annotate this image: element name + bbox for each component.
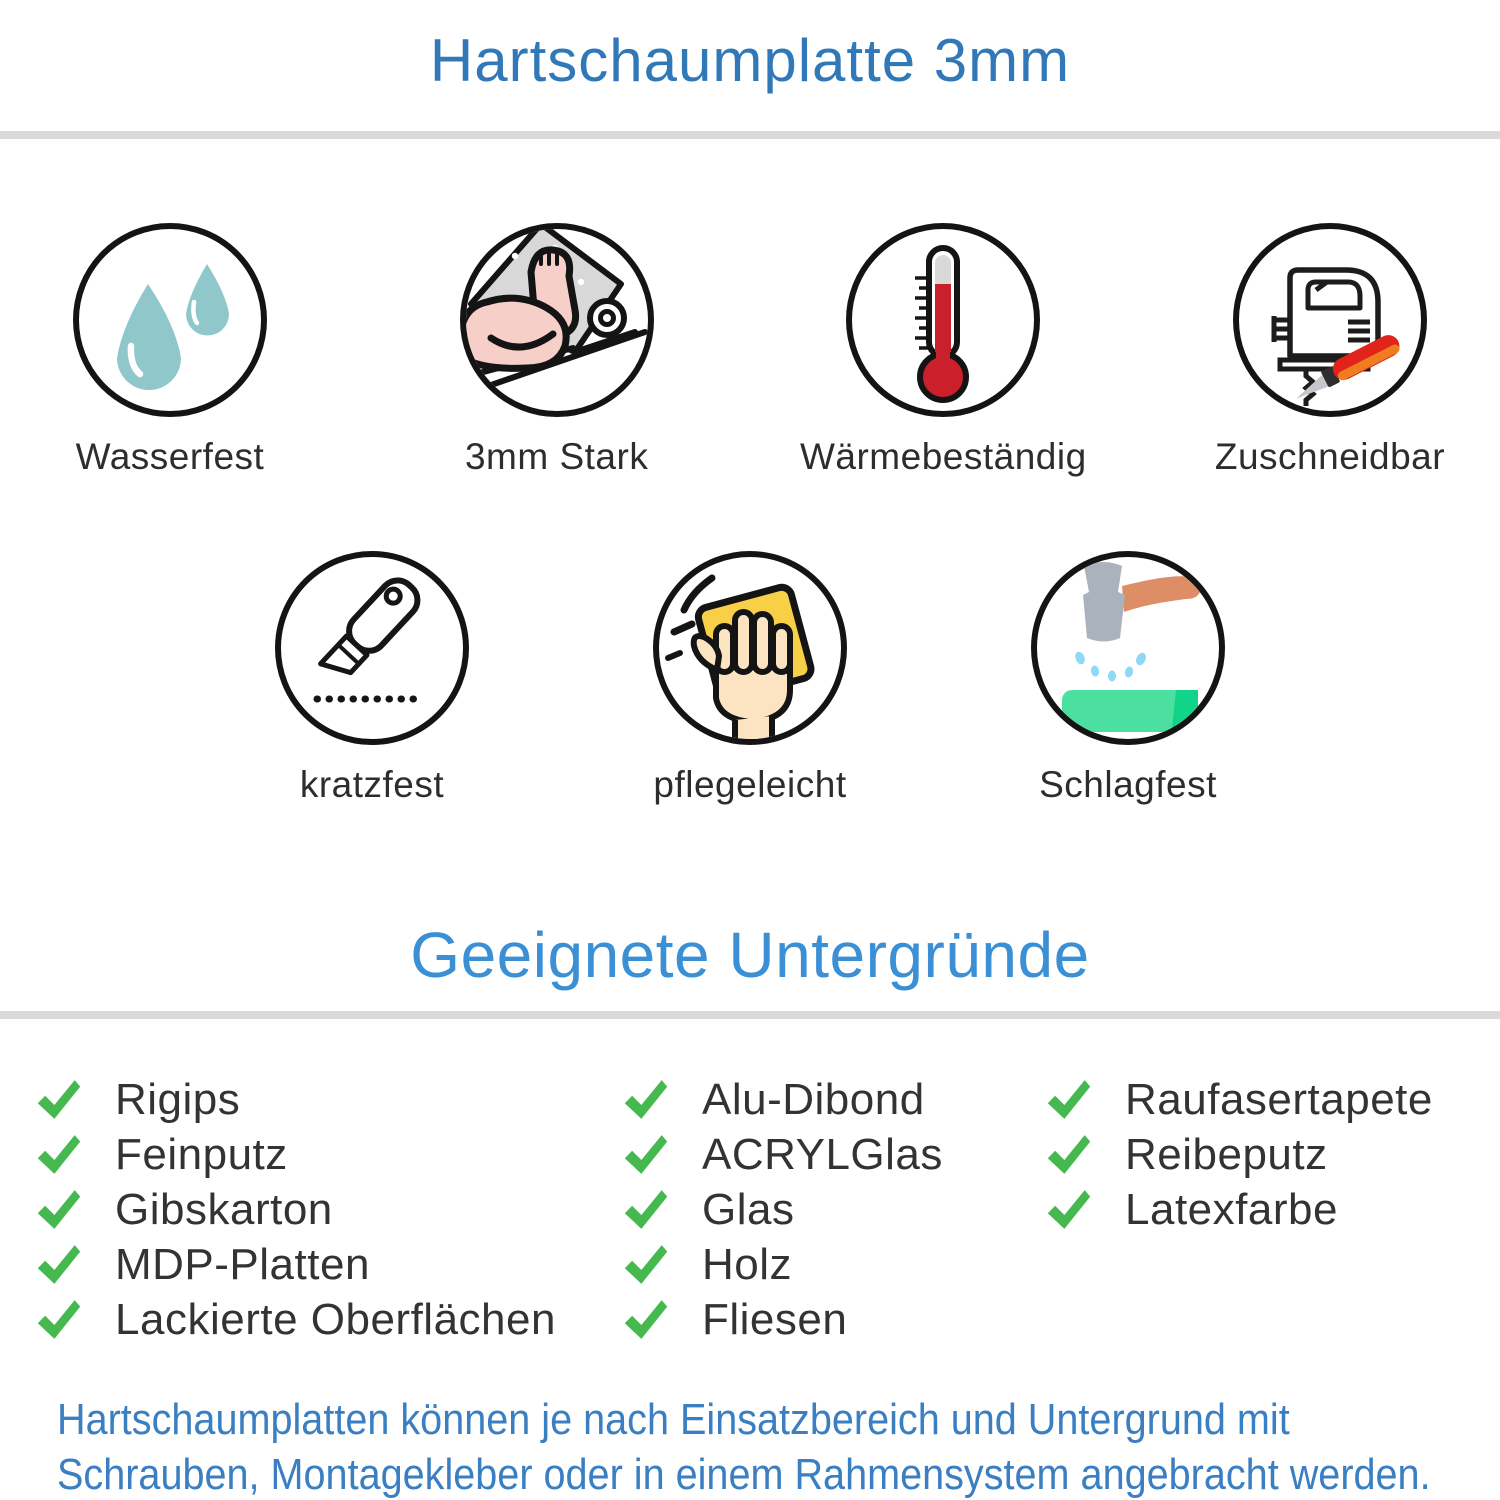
list-item: MDP-Platten xyxy=(35,1237,556,1292)
divider-bar xyxy=(0,131,1500,139)
feature-heat-resistant xyxy=(799,220,1087,478)
list-item: Reibeputz xyxy=(1045,1127,1433,1182)
substrate-column-1 xyxy=(35,1072,556,1347)
check-icon xyxy=(35,1078,83,1121)
list-item: Feinputz xyxy=(35,1127,556,1182)
list-item: Latexfarbe xyxy=(1045,1182,1433,1237)
jigsaw-knife-icon xyxy=(1230,220,1430,420)
feature-impact-resistant xyxy=(1028,548,1228,806)
hand-cloth-icon xyxy=(650,548,850,748)
utility-knife-icon xyxy=(272,548,472,748)
hammer-icon xyxy=(1028,548,1228,748)
check-icon xyxy=(1045,1078,1093,1121)
check-icon xyxy=(622,1243,670,1286)
check-icon xyxy=(35,1298,83,1341)
check-icon xyxy=(1045,1188,1093,1231)
flexed-arm-icon xyxy=(457,220,657,420)
list-item: Holz xyxy=(622,1237,943,1292)
feature-label: Zuschneidbar xyxy=(1214,436,1446,477)
list-item: Fliesen xyxy=(622,1292,943,1347)
check-icon xyxy=(35,1188,83,1231)
list-item: Raufasertapete xyxy=(1045,1072,1433,1127)
mounting-note-line1: Hartschaumplatten können je nach Einsatzbereich und Untergrund mit xyxy=(57,1395,1290,1444)
water-drops-icon xyxy=(70,220,270,420)
mounting-note xyxy=(57,1392,1431,1500)
list-item: Lackierte Oberflächen xyxy=(35,1292,556,1347)
feature-label: Wärmebeständig xyxy=(799,436,1087,477)
check-icon xyxy=(35,1133,83,1176)
feature-label: kratzfest xyxy=(299,764,445,805)
check-icon xyxy=(622,1078,670,1121)
feature-row-2 xyxy=(0,548,1500,806)
list-item: Rigips xyxy=(35,1072,556,1127)
check-icon xyxy=(622,1188,670,1231)
thermometer-icon xyxy=(843,220,1043,420)
divider-bar xyxy=(0,1011,1500,1019)
check-icon xyxy=(1045,1133,1093,1176)
list-item: Alu-Dibond xyxy=(622,1072,943,1127)
section-title-substrates: Geeignete Untergründe xyxy=(410,919,1090,991)
feature-cuttable xyxy=(1214,220,1446,478)
feature-row-1 xyxy=(0,220,1500,478)
page-title: Hartschaumplatte 3mm xyxy=(429,27,1071,94)
feature-thickness xyxy=(457,220,657,478)
feature-easy-care xyxy=(650,548,850,806)
feature-label: Wasserfest xyxy=(75,436,265,477)
feature-label: 3mm Stark xyxy=(464,436,649,477)
list-item: Glas xyxy=(622,1182,943,1237)
feature-label: pflegeleicht xyxy=(653,764,847,805)
mounting-note-line2: Schrauben, Montagekleber oder in einem Rahmensystem angebracht werden. xyxy=(57,1450,1431,1499)
check-icon xyxy=(622,1298,670,1341)
feature-waterproof xyxy=(70,220,270,478)
list-item: Gibskarton xyxy=(35,1182,556,1237)
feature-label: Schlagfest xyxy=(1039,764,1217,805)
check-icon xyxy=(35,1243,83,1286)
substrate-column-3 xyxy=(1045,1072,1433,1237)
list-item: ACRYLGlas xyxy=(622,1127,943,1182)
substrate-column-2 xyxy=(622,1072,943,1347)
check-icon xyxy=(622,1133,670,1176)
feature-scratchproof xyxy=(272,548,472,806)
